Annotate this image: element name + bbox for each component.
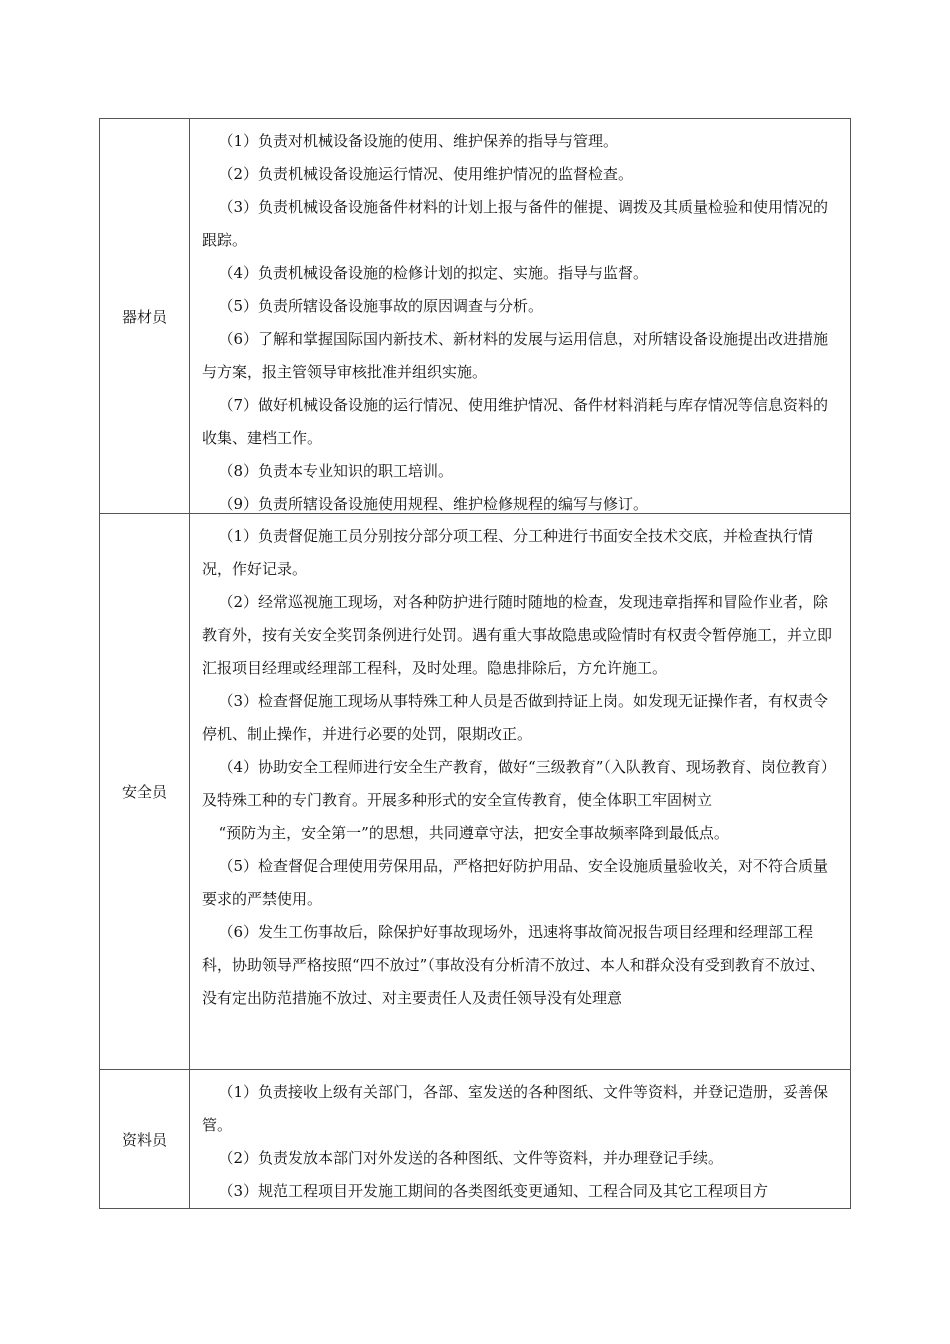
duty-item: “预防为主，安全第一”的思想，共同遵章守法，把安全事故频率降到最低点。	[218, 824, 729, 842]
duties-cell	[190, 119, 850, 513]
duty-item: （5）负责所辖设备设施事故的原因调查与分析。	[218, 297, 544, 315]
duty-item: （6）发生工伤事故后，除保护好事故现场外，迅速将事故简况报告项目经理和经理部工程科，协助领导严格按照“四不放过”（事故没有分析清不放过、本人和群众没有受到教育不放过、没有定出防范措施不放过、对主要责任人及责任领导没有处理意	[202, 923, 825, 1007]
duty-item: （9）负责所辖设备设施使用规程、维护检修规程的编写与修订。	[218, 495, 649, 513]
duty-item: （1）负责接收上级有关部门，各部、室发送的各种图纸、文件等资料，并登记造册，妥善保管。	[202, 1083, 829, 1134]
duties-cell	[190, 1070, 850, 1208]
duty-item: （4）负责机械设备设施的检修计划的拟定、实施。指导与监督。	[218, 264, 649, 282]
duty-table	[99, 118, 851, 1209]
duty-item: （3）规范工程项目开发施工期间的各类图纸变更通知、工程合同及其它工程项目方	[218, 1182, 769, 1200]
duty-item: （6）了解和掌握国际国内新技术、新材料的发展与运用信息，对所辖设备设施提出改进措施与方案，报主管领导审核批准并组织实施。	[202, 330, 829, 381]
duty-item: （4）协助安全工程师进行安全生产教育，做好“三级教育”（入队教育、现场教育、岗位教育）及特殊工种的专门教育。开展多种形式的安全宣传教育，使全体职工牢固树立	[202, 758, 836, 809]
duty-item: （1）负责督促施工员分别按分部分项工程、分工种进行书面安全技术交底，并检查执行情况，作好记录。	[202, 527, 814, 578]
table-row	[100, 513, 850, 1069]
role-cell: 资料员	[100, 1070, 190, 1208]
table-row	[100, 1069, 850, 1208]
table-row	[100, 119, 850, 513]
duties-cell	[190, 514, 850, 1069]
duty-item: （3）检查督促施工现场从事特殊工种人员是否做到持证上岗。如发现无证操作者，有权责令停机、制止操作，并进行必要的处罚，限期改正。	[202, 692, 829, 743]
duty-item: （5）检查督促合理使用劳保用品，严格把好防护用品、安全设施质量验收关，对不符合质量要求的严禁使用。	[202, 857, 829, 908]
duty-item: （1）负责对机械设备设施的使用、维护保养的指导与管理。	[218, 132, 619, 150]
role-cell: 器材员	[100, 119, 190, 513]
duty-item: （8）负责本专业知识的职工培训。	[218, 462, 454, 480]
duty-item: （2）经常巡视施工现场，对各种防护进行随时随地的检查，发现违章指挥和冒险作业者，除教育外，按有关安全奖罚条例进行处罚。遇有重大事故隐患或险情时有权责令暂停施工，并立即汇报项目经理或经理部工程科，及时处理。隐患排除后，方允许施工。	[202, 593, 833, 677]
role-cell: 安全员	[100, 514, 190, 1069]
duty-item: （7）做好机械设备设施的运行情况、使用维护情况、备件材料消耗与库存情况等信息资料的收集、建档工作。	[202, 396, 829, 447]
duty-item: （3）负责机械设备设施备件材料的计划上报与备件的催提、调拨及其质量检验和使用情况的跟踪。	[202, 198, 829, 249]
duty-item: （2）负责发放本部门对外发送的各种图纸、文件等资料，并办理登记手续。	[218, 1149, 724, 1167]
duty-item: （2）负责机械设备设施运行情况、使用维护情况的监督检查。	[218, 165, 634, 183]
